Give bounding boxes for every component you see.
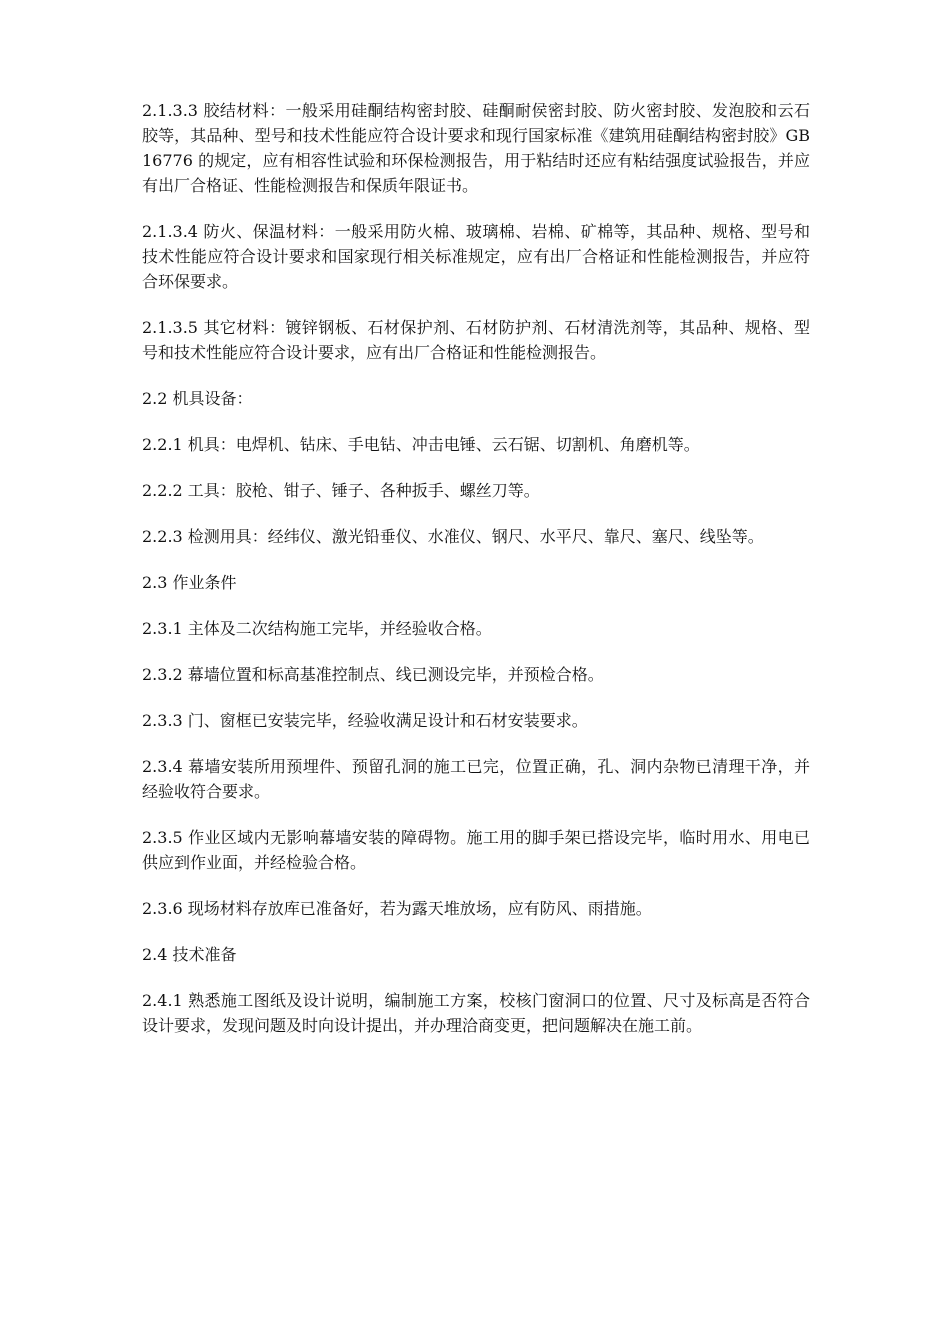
paragraph-2-3-3: 2.3.3 门、窗框已安装完毕，经验收满足设计和石材安装要求。 xyxy=(142,711,588,730)
heading-2-2: 2.2 机具设备： xyxy=(142,389,253,408)
paragraph-2-3-2: 2.3.2 幕墙位置和标高基准控制点、线已测设完毕，并预检合格。 xyxy=(142,665,604,684)
paragraph-2-3-5: 2.3.5 作业区域内无影响幕墙安装的障碍物。施工用的脚手架已搭设完毕，临时用水、用电已供应到作业面，并经检验合格。 xyxy=(142,828,810,872)
paragraph-2-3-1: 2.3.1 主体及二次结构施工完毕，并经验收合格。 xyxy=(142,619,492,638)
paragraph-2-3-4: 2.3.4 幕墙安装所用预埋件、预留孔洞的施工已完，位置正确，孔、洞内杂物已清理干净，并经验收符合要求。 xyxy=(142,757,810,801)
paragraph-2-1-3-4: 2.1.3.4 防火、保温材料：一般采用防火棉、玻璃棉、岩棉、矿棉等，其品种、规格、型号和技术性能应符合设计要求和国家现行相关标准规定，应有出厂合格证和性能检测报告，并应符合环保要求。 xyxy=(142,222,810,291)
heading-2-3: 2.3 作业条件 xyxy=(142,573,237,592)
paragraph-2-1-3-3: 2.1.3.3 胶结材料：一般采用硅酮结构密封胶、硅酮耐侯密封胶、防火密封胶、发泡胶和云石胶等，其品种、型号和技术性能应符合设计要求和现行国家标准《建筑用硅酮结构密封胶》GB16776 的规定，应有相容性试验和环保检测报告，用于粘结时还应有粘结强度试验报告，并应有出厂合格证、性能检测报告和保质年限证书。 xyxy=(142,101,810,195)
document-page xyxy=(142,98,810,1059)
paragraph-2-3-6: 2.3.6 现场材料存放库已准备好，若为露天堆放场，应有防风、雨措施。 xyxy=(142,899,652,918)
paragraph-2-1-3-5: 2.1.3.5 其它材料：镀锌钢板、石材保护剂、石材防护剂、石材清洗剂等，其品种、规格、型号和技术性能应符合设计要求，应有出厂合格证和性能检测报告。 xyxy=(142,318,810,362)
paragraph-2-4-1: 2.4.1 熟悉施工图纸及设计说明，编制施工方案，校核门窗洞口的位置、尺寸及标高是否符合设计要求，发现问题及时向设计提出，并办理洽商变更，把问题解决在施工前。 xyxy=(142,991,810,1035)
paragraph-2-2-3: 2.2.3 检测用具：经纬仪、激光铅垂仪、水准仪、钢尺、水平尺、靠尺、塞尺、线坠等。 xyxy=(142,527,764,546)
heading-2-4: 2.4 技术准备 xyxy=(142,945,237,964)
paragraph-2-2-2: 2.2.2 工具：胶枪、钳子、锤子、各种扳手、螺丝刀等。 xyxy=(142,481,540,500)
paragraph-2-2-1: 2.2.1 机具：电焊机、钻床、手电钻、冲击电锤、云石锯、切割机、角磨机等。 xyxy=(142,435,700,454)
